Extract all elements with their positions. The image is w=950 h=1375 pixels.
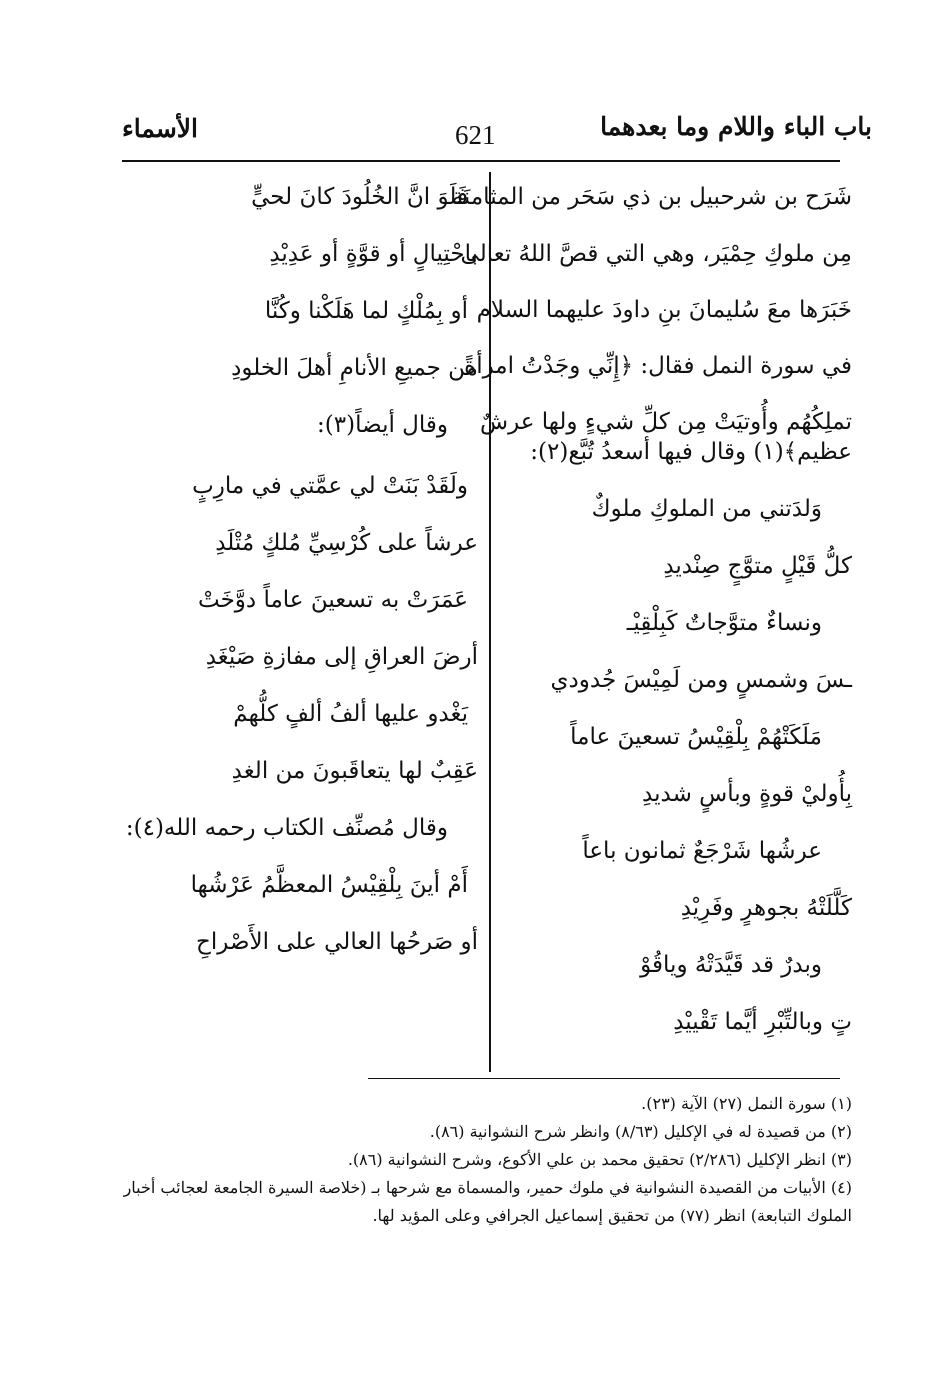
footnote: (٣) انظر الإكليل (٢/٢٨٦) تحقيق محمد بن علي الأكوع، وشرح النشوانية (٨٦). — [347, 1150, 852, 1169]
verse-line: فَلَوَ انَّ الخُلُودَ كانَ لحيٍّ — [251, 184, 468, 210]
verse-line: تٍ وبالتِّبْرِ أيَّما تَقْييْدِ — [673, 1009, 852, 1035]
verse-line: باحْتِيالٍ أو قوَّةٍ أو عَدِيْدِ — [269, 241, 478, 267]
page-number: 621 — [455, 120, 496, 150]
verse-line: أو صَرحُها العالي على الأَصْراحِ — [196, 929, 478, 955]
text-line: عظيم﴾(١) وقال فيها أسعدُ تُبَّع(٢): — [530, 439, 852, 465]
verse-line: عَقِبٌ لها يتعاقَبونَ من الغدِ — [231, 758, 478, 784]
text-line: وقال مُصنِّف الكتاب رحمه الله(٤): — [125, 815, 448, 841]
footnote: (٤) الأبيات من القصيدة النشوانية في ملوك حمير، والمسماة مع شرحها بـ (خلاصة السيرة الجامعة لعجائب أخبار — [123, 1178, 852, 1197]
verse-line: ـسَ وشمسٍ ومن لَمِيْسَ جُدودي — [550, 667, 852, 693]
verse-line: مَلَكَتْهُمْ بِلْقِيْسُ تسعينَ عاماً — [570, 724, 822, 750]
verse-line: أو بِمُلْكٍ لما هَلَكْنا وكُنَّا — [264, 298, 468, 324]
running-header-category: الأسماء — [122, 114, 198, 143]
verse-line: من جميعِ الأنامِ أهلَ الخلودِ — [231, 355, 478, 381]
running-header-section: باب الباء واللام وما بعدهما — [600, 112, 872, 141]
verse-line: عَمَرَتْ به تسعينَ عاماً دوَّخَتْ — [197, 587, 468, 613]
verse-line: كَلَّلَتْهُ بجوهرٍ وفَرِيْدِ — [680, 895, 852, 921]
footnote: (١) سورة النمل (٢٧) الآية (٢٣). — [641, 1094, 852, 1113]
verse-line: وَلدَتني من الملوكِ ملوكٌ — [591, 496, 822, 522]
text-line: خَبَرَها معَ سُليمانَ بنِ داودَ عليهما السلام — [476, 297, 852, 323]
text-line: شَرَح بن شرحبيل بن ذي سَحَر من المثامنَة — [451, 184, 852, 210]
verse-line: عرشُها شَرْجَعٌ ثمانون باعاً — [582, 838, 822, 864]
text-line: تملِكُهُم وأُوتيَتْ مِن كلِّ شيءٍ ولها عرشٌ — [480, 409, 852, 435]
verse-line: عرشاً على كُرْسِيِّ مُلكٍ مُتْلَدِ — [215, 530, 478, 556]
verse-line: بِأُوليْ قوةٍ وبأسٍ شديدِ — [642, 781, 852, 807]
verse-line: أرضَ العراقِ إلى مفازةِ صَيْغَدِ — [205, 644, 478, 670]
verse-line: وبدرٌ قد قَيَّدَتْهُ وياقُوْ — [640, 952, 822, 978]
verse-line: يَغْدو عليها ألفُ ألفٍ كلُّهمْ — [233, 701, 468, 727]
footnotes — [112, 1090, 852, 1230]
verse-line: كلُّ قَيْلٍ متوَّجٍ صِنْديدِ — [663, 553, 852, 579]
footnote: الملوك التبابعة) انظر (٧٧) من تحقيق إسماعيل الجرافي وعلى المؤيد لها. — [372, 1206, 852, 1225]
footnote: (٢) من قصيدة له في الإكليل (٨/٦٣) وانظر شرح النشوانية (٨٦). — [429, 1122, 852, 1141]
verse-line: ولَقَدْ بَنَتْ لي عمَّتي في مارِبٍ — [192, 473, 468, 499]
verse-line: أَمْ أينَ بِلْقِيْسُ المعظَّمُ عَرْشُها — [190, 872, 468, 898]
verse-line: ونساءٌ متوَّجاتٌ كَبِلْقِيْـ — [626, 610, 822, 636]
header-rule — [122, 160, 840, 162]
text-line: في سورة النمل فقال: ﴿إِنِّي وجَدْتُ امرأةً — [464, 353, 852, 379]
text-line: وقال أيضاً(٣): — [317, 412, 448, 438]
text-line: مِن ملوكِ حِمْيَر، وهي التي قصَّ اللهُ تعالى — [460, 241, 852, 267]
footnote-rule — [368, 1078, 840, 1079]
